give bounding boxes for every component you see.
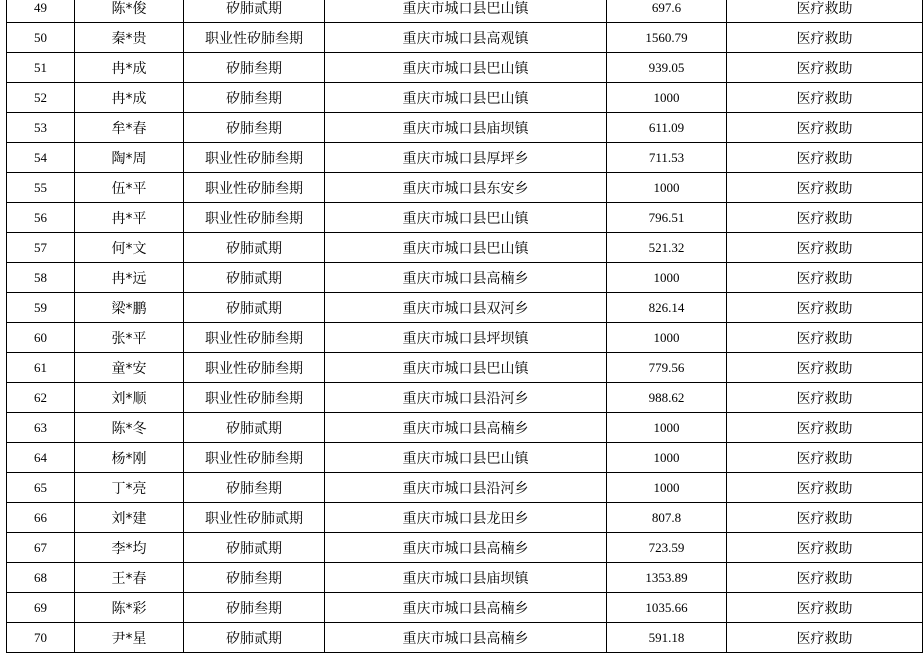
table-row [7,563,923,593]
assistance-type-cell: 医疗救助 [727,203,923,233]
name-cell: 陶*周 [75,143,184,173]
address-cell: 重庆市城口县高楠乡 [325,263,607,293]
row-number-cell: 49 [7,0,75,23]
address-cell: 重庆市城口县东安乡 [325,173,607,203]
name-cell: 李*均 [75,533,184,563]
table-body [7,0,923,653]
table-row [7,203,923,233]
name-cell: 陈*彩 [75,593,184,623]
address-cell: 重庆市城口县庙坝镇 [325,113,607,143]
amount-cell: 1000 [607,413,727,443]
address-cell: 重庆市城口县巴山镇 [325,203,607,233]
diagnosis-cell: 矽肺叁期 [184,593,325,623]
amount-cell: 796.51 [607,203,727,233]
name-cell: 陈*冬 [75,413,184,443]
table-row [7,473,923,503]
diagnosis-cell: 矽肺贰期 [184,293,325,323]
name-cell: 何*文 [75,233,184,263]
assistance-table [6,0,923,653]
name-cell: 牟*春 [75,113,184,143]
amount-cell: 807.8 [607,503,727,533]
assistance-type-cell: 医疗救助 [727,353,923,383]
assistance-type-cell: 医疗救助 [727,503,923,533]
address-cell: 重庆市城口县龙田乡 [325,503,607,533]
row-number-cell: 50 [7,23,75,53]
assistance-type-cell: 医疗救助 [727,533,923,563]
row-number-cell: 61 [7,353,75,383]
address-cell: 重庆市城口县沿河乡 [325,383,607,413]
row-number-cell: 52 [7,83,75,113]
address-cell: 重庆市城口县庙坝镇 [325,563,607,593]
amount-cell: 1000 [607,173,727,203]
assistance-type-cell: 医疗救助 [727,593,923,623]
diagnosis-cell: 矽肺叁期 [184,53,325,83]
amount-cell: 826.14 [607,293,727,323]
amount-cell: 1000 [607,473,727,503]
assistance-type-cell: 医疗救助 [727,473,923,503]
name-cell: 冉*成 [75,83,184,113]
amount-cell: 1560.79 [607,23,727,53]
name-cell: 冉*成 [75,53,184,83]
address-cell: 重庆市城口县高楠乡 [325,413,607,443]
assistance-type-cell: 医疗救助 [727,563,923,593]
amount-cell: 939.05 [607,53,727,83]
diagnosis-cell: 矽肺贰期 [184,533,325,563]
amount-cell: 611.09 [607,113,727,143]
address-cell: 重庆市城口县巴山镇 [325,353,607,383]
row-number-cell: 66 [7,503,75,533]
table-row [7,233,923,263]
address-cell: 重庆市城口县高楠乡 [325,593,607,623]
diagnosis-cell: 矽肺叁期 [184,83,325,113]
name-cell: 刘*建 [75,503,184,533]
address-cell: 重庆市城口县巴山镇 [325,233,607,263]
name-cell: 王*春 [75,563,184,593]
diagnosis-cell: 矽肺贰期 [184,623,325,653]
name-cell: 秦*贵 [75,23,184,53]
name-cell: 张*平 [75,323,184,353]
row-number-cell: 55 [7,173,75,203]
name-cell: 丁*亮 [75,473,184,503]
table-row [7,113,923,143]
amount-cell: 988.62 [607,383,727,413]
row-number-cell: 69 [7,593,75,623]
row-number-cell: 54 [7,143,75,173]
assistance-type-cell: 医疗救助 [727,173,923,203]
assistance-type-cell: 医疗救助 [727,83,923,113]
table-row [7,143,923,173]
diagnosis-cell: 矽肺叁期 [184,113,325,143]
address-cell: 重庆市城口县高楠乡 [325,623,607,653]
row-number-cell: 68 [7,563,75,593]
table-row [7,413,923,443]
row-number-cell: 56 [7,203,75,233]
name-cell: 尹*星 [75,623,184,653]
assistance-type-cell: 医疗救助 [727,53,923,83]
table-row [7,353,923,383]
diagnosis-cell: 矽肺贰期 [184,413,325,443]
table-row [7,383,923,413]
name-cell: 冉*远 [75,263,184,293]
table-row [7,503,923,533]
assistance-type-cell: 医疗救助 [727,623,923,653]
table-row [7,623,923,653]
assistance-type-cell: 医疗救助 [727,293,923,323]
row-number-cell: 51 [7,53,75,83]
diagnosis-cell: 矽肺叁期 [184,473,325,503]
assistance-type-cell: 医疗救助 [727,233,923,263]
assistance-type-cell: 医疗救助 [727,0,923,23]
diagnosis-cell: 职业性矽肺叁期 [184,203,325,233]
diagnosis-cell: 矽肺贰期 [184,0,325,23]
address-cell: 重庆市城口县高楠乡 [325,533,607,563]
diagnosis-cell: 职业性矽肺叁期 [184,23,325,53]
name-cell: 梁*鹏 [75,293,184,323]
row-number-cell: 58 [7,263,75,293]
assistance-type-cell: 医疗救助 [727,323,923,353]
diagnosis-cell: 矽肺贰期 [184,263,325,293]
amount-cell: 723.59 [607,533,727,563]
amount-cell: 591.18 [607,623,727,653]
diagnosis-cell: 职业性矽肺贰期 [184,503,325,533]
table-row [7,443,923,473]
diagnosis-cell: 职业性矽肺叁期 [184,323,325,353]
table-row [7,53,923,83]
table-row [7,263,923,293]
diagnosis-cell: 职业性矽肺叁期 [184,443,325,473]
name-cell: 刘*顺 [75,383,184,413]
row-number-cell: 70 [7,623,75,653]
name-cell: 冉*平 [75,203,184,233]
row-number-cell: 63 [7,413,75,443]
row-number-cell: 64 [7,443,75,473]
address-cell: 重庆市城口县坪坝镇 [325,323,607,353]
table-row [7,173,923,203]
assistance-type-cell: 医疗救助 [727,383,923,413]
amount-cell: 779.56 [607,353,727,383]
row-number-cell: 62 [7,383,75,413]
row-number-cell: 57 [7,233,75,263]
diagnosis-cell: 职业性矽肺叁期 [184,173,325,203]
table-row [7,293,923,323]
diagnosis-cell: 矽肺叁期 [184,563,325,593]
address-cell: 重庆市城口县巴山镇 [325,53,607,83]
table-row [7,533,923,563]
address-cell: 重庆市城口县沿河乡 [325,473,607,503]
table-row [7,23,923,53]
table-row [7,323,923,353]
name-cell: 陈*俊 [75,0,184,23]
amount-cell: 1353.89 [607,563,727,593]
table-row [7,593,923,623]
address-cell: 重庆市城口县巴山镇 [325,83,607,113]
assistance-type-cell: 医疗救助 [727,143,923,173]
address-cell: 重庆市城口县高观镇 [325,23,607,53]
address-cell: 重庆市城口县双河乡 [325,293,607,323]
row-number-cell: 59 [7,293,75,323]
assistance-type-cell: 医疗救助 [727,413,923,443]
row-number-cell: 65 [7,473,75,503]
assistance-type-cell: 医疗救助 [727,113,923,143]
amount-cell: 711.53 [607,143,727,173]
diagnosis-cell: 矽肺贰期 [184,233,325,263]
row-number-cell: 67 [7,533,75,563]
table-row [7,0,923,23]
amount-cell: 697.6 [607,0,727,23]
assistance-type-cell: 医疗救助 [727,23,923,53]
address-cell: 重庆市城口县厚坪乡 [325,143,607,173]
address-cell: 重庆市城口县巴山镇 [325,0,607,23]
name-cell: 伍*平 [75,173,184,203]
table-row [7,83,923,113]
diagnosis-cell: 职业性矽肺叁期 [184,143,325,173]
row-number-cell: 60 [7,323,75,353]
assistance-type-cell: 医疗救助 [727,263,923,293]
amount-cell: 1000 [607,83,727,113]
address-cell: 重庆市城口县巴山镇 [325,443,607,473]
assistance-type-cell: 医疗救助 [727,443,923,473]
name-cell: 童*安 [75,353,184,383]
amount-cell: 1000 [607,323,727,353]
amount-cell: 1000 [607,443,727,473]
amount-cell: 521.32 [607,233,727,263]
diagnosis-cell: 职业性矽肺叁期 [184,383,325,413]
name-cell: 杨*刚 [75,443,184,473]
amount-cell: 1000 [607,263,727,293]
row-number-cell: 53 [7,113,75,143]
amount-cell: 1035.66 [607,593,727,623]
diagnosis-cell: 职业性矽肺叁期 [184,353,325,383]
